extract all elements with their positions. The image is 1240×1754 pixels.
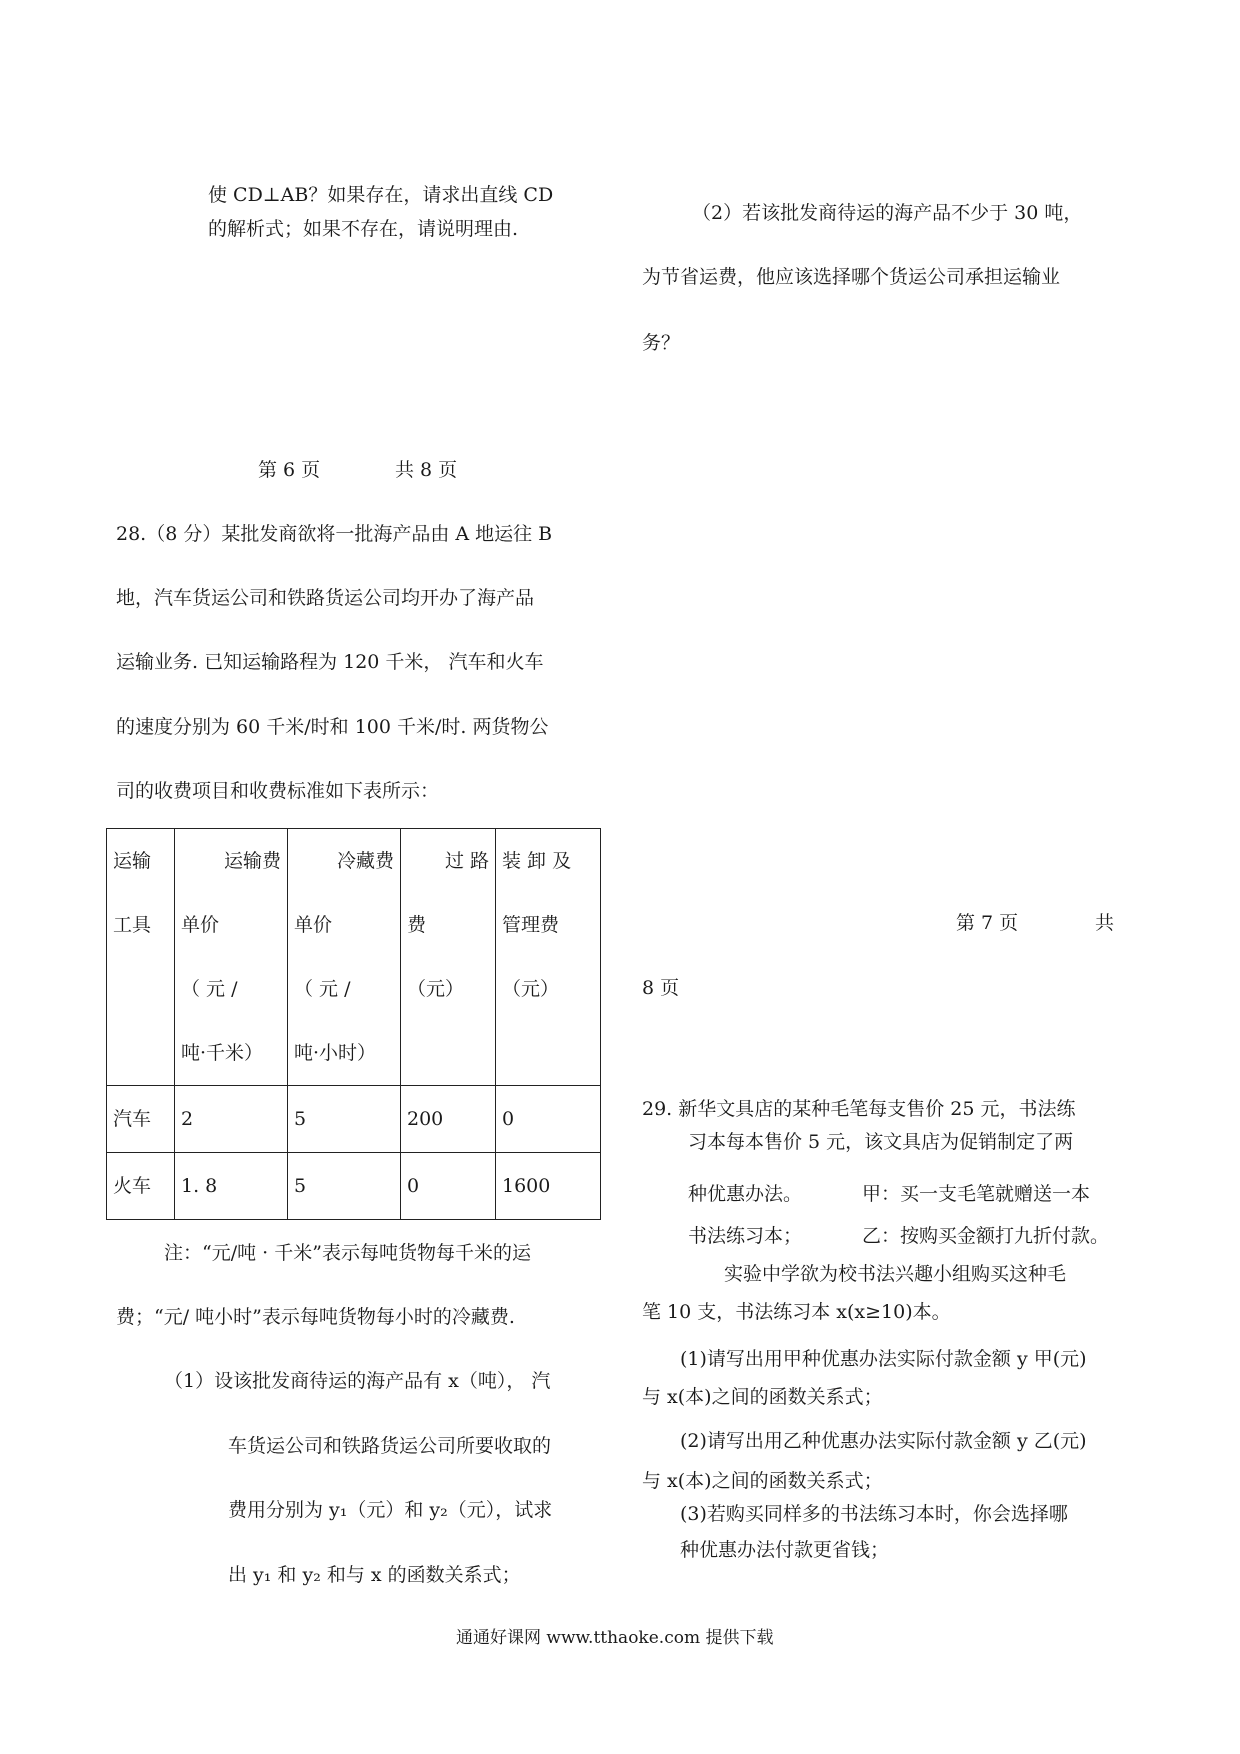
table-cell: 5 (288, 1153, 401, 1220)
q29-line: 种优惠办法。 (688, 1183, 803, 1205)
table-cell: 2 (175, 1086, 288, 1153)
q29-line: 习本每本售价 5 元，该文具店为促销制定了两 (688, 1131, 1074, 1153)
table-cell: 200 (401, 1086, 496, 1153)
q28-part2-line: 务？ (642, 332, 681, 354)
q28-line: 28.（8 分）某批发商欲将一批海产品由 A 地运往 B (116, 523, 553, 545)
header-text: 吨·千米） (181, 1042, 264, 1064)
table-cell: 汽车 (107, 1086, 175, 1153)
q29-line: 甲：买一支毛笔就赠送一本 (862, 1183, 1091, 1205)
header-text: 费 (407, 914, 427, 936)
page-total-suffix: 8 页 (642, 977, 680, 999)
header-transport-tool (107, 829, 175, 1086)
header-refrigeration-fee (288, 829, 401, 1086)
table-cell: 火车 (107, 1153, 175, 1220)
q28-part1-line: 车货运公司和铁路货运公司所要收取的 (228, 1435, 552, 1457)
q28-line: 的速度分别为 60 千米/时和 100 千米/时. 两货物公 (116, 716, 549, 738)
page-number-7: 第 7 页 (956, 912, 1019, 934)
table-cell: 1600 (496, 1153, 601, 1220)
fee-table-header-row (107, 829, 601, 1086)
table-cell: 1. 8 (175, 1153, 288, 1220)
header-text: 运输 (113, 850, 152, 872)
header-text: 单价 (181, 914, 220, 936)
header-text: 工具 (113, 914, 152, 936)
q28-line: 司的收费项目和收费标准如下表所示： (116, 780, 440, 802)
q28-part2-line: （2）若该批发商待运的海产品不少于 30 吨， (692, 202, 1083, 224)
header-text: 装 卸 及 (502, 850, 572, 872)
q28-line: 运输业务. 已知运输路程为 120 千米， 汽车和火车 (116, 651, 544, 673)
page-number-6: 第 6 页 (258, 459, 321, 481)
table-cell: 0 (496, 1086, 601, 1153)
table-row-truck (107, 1086, 601, 1153)
table-cell: 5 (288, 1086, 401, 1153)
table-note-line2: 费；“元/ 吨小时”表示每吨货物每小时的冷藏费. (116, 1306, 515, 1328)
q29-line: 实验中学欲为校书法兴趣小组购买这种毛 (724, 1263, 1067, 1285)
header-text: 吨·小时） (294, 1042, 377, 1064)
q28-line: 地，汽车货运公司和铁路货运公司均开办了海产品 (116, 587, 535, 609)
header-text: 单价 (294, 914, 333, 936)
header-text: （元） (502, 978, 560, 1000)
q29-line: 与 x(本)之间的函数关系式； (642, 1470, 883, 1492)
header-text: 管理费 (502, 914, 560, 936)
q29-line: 书法练习本； (688, 1225, 803, 1247)
table-note-line1: 注：“元/吨 · 千米”表示每吨货物每千米的运 (164, 1242, 531, 1264)
q28-part1-line: 出 y₁ 和 y₂ 和与 x 的函数关系式； (228, 1564, 521, 1586)
table-cell: 0 (401, 1153, 496, 1220)
q28-part1-line: （1）设该批发商待运的海产品有 x（吨）， 汽 (164, 1370, 551, 1392)
page-total-prefix: 共 (1095, 912, 1115, 934)
q29-line: 乙：按购买金额打九折付款。 (862, 1225, 1110, 1247)
header-text: 过 路 (444, 850, 489, 872)
footer-source: 通通好课网 www.tthaoke.com 提供下载 (456, 1628, 774, 1648)
page-total-8: 共 8 页 (395, 459, 458, 481)
header-text: （ 元 / (181, 978, 238, 1000)
header-transport-fee (175, 829, 288, 1086)
fee-table (106, 828, 601, 1220)
q29-line: 29. 新华文具店的某种毛笔每支售价 25 元，书法练 (642, 1098, 1076, 1120)
header-toll-fee (401, 829, 496, 1086)
q28-part1-line: 费用分别为 y₁（元）和 y₂（元），试求 (228, 1499, 553, 1521)
previous-question-tail-line1: 使 CD⊥AB？如果存在，请求出直线 CD (208, 184, 554, 206)
table-row-train (107, 1153, 601, 1220)
q29-line: 笔 10 支，书法练习本 x(x≥10)本。 (642, 1301, 951, 1323)
previous-question-tail-line2: 的解析式；如果不存在，请说明理由. (208, 218, 519, 240)
q29-line: (2)请写出用乙种优惠办法实际付款金额 y 乙(元) (680, 1430, 1087, 1452)
header-text: （ 元 / (294, 978, 351, 1000)
q29-line: (3)若购买同样多的书法练习本时，你会选择哪 (680, 1503, 1068, 1525)
header-text: 冷藏费 (336, 850, 394, 872)
q29-line: 种优惠办法付款更省钱； (680, 1539, 890, 1561)
header-text: 运输费 (223, 850, 281, 872)
q29-line: (1)请写出用甲种优惠办法实际付款金额 y 甲(元) (680, 1348, 1087, 1370)
q29-line: 与 x(本)之间的函数关系式； (642, 1386, 883, 1408)
header-text: （元） (407, 978, 465, 1000)
header-handling-fee (496, 829, 601, 1086)
q28-part2-line: 为节省运费，他应该选择哪个货运公司承担运输业 (642, 266, 1061, 288)
